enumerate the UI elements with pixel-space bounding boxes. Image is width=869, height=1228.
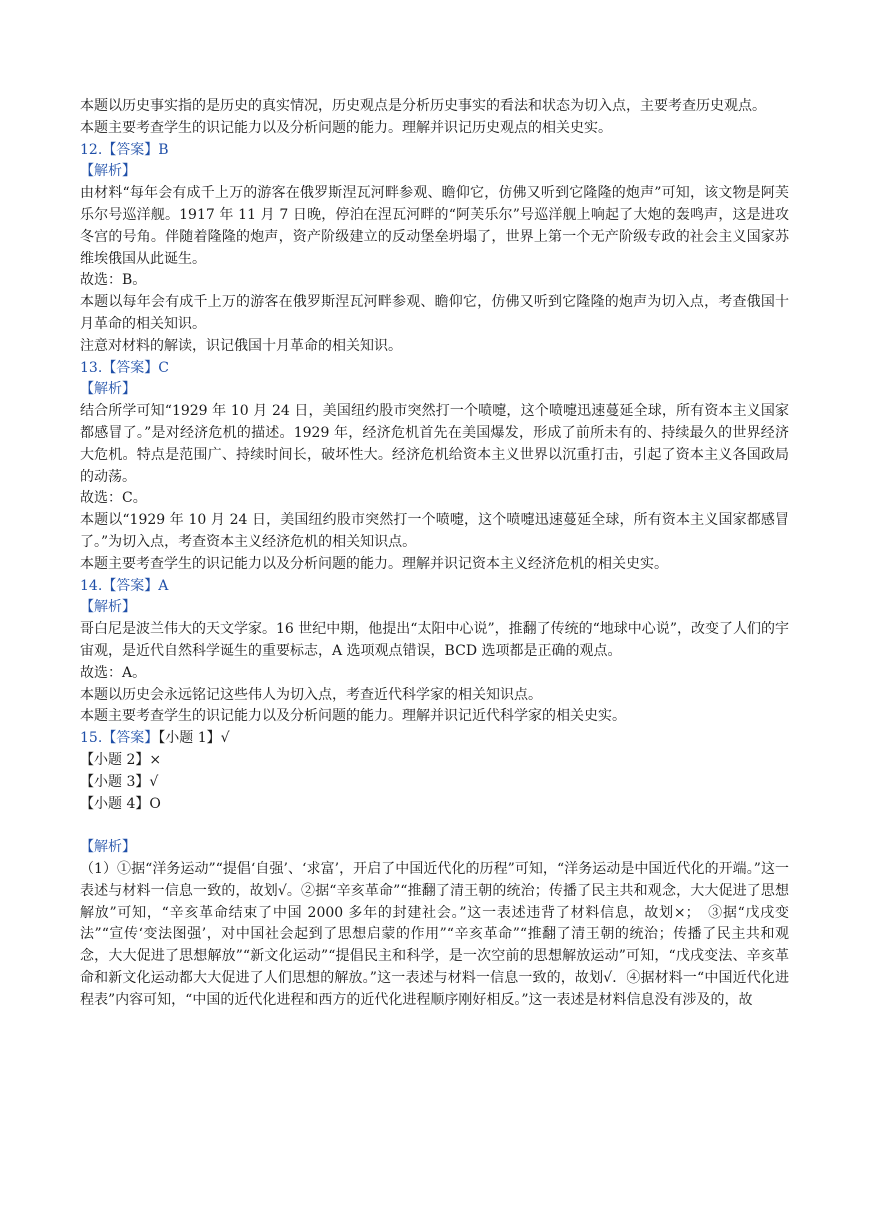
q14-note-2: 本题主要考查学生的识记能力以及分析问题的能力。理解并识记近代科学家的相关史实。 bbox=[80, 708, 626, 725]
q14-choice: 故选：A。 bbox=[80, 664, 147, 681]
q13-body: 结合所学可知“1929 年 10 月 24 日，美国纽约股市突然打一个喷嚏，这个喷嚏迅速蔓延全球，所有资本主义国家都感冒了。”是对经济危机的描述。1929 年，经济危机首先在美国爆发，形成了前所未有的、持续最久的世界经济大危机。特点是范围广、持续时间长，破坏性大。经济危机给资本主义世界以沉重打击，引起了资本主义各国政局的动荡。 bbox=[80, 403, 789, 485]
q12-answer: 12.【答案】B bbox=[80, 141, 169, 158]
q13-answer: 13.【答案】C bbox=[80, 359, 169, 376]
q15-sub-2: 【小题 2】× bbox=[80, 751, 162, 768]
q15-body: （1）①据“洋务运动”“提倡‘自强’、‘求富’，开启了中国近代化的历程”可知，“洋务运动是中国近代化的开端。”这一表述与材料一信息一致的，故划√。②据“辛亥革命”“推翻了清王朝的统治；传播了民主共和观念，大大促进了思想解放”可知，“辛亥革命结束了中国 2000 多年的封建社会。”这一表述违背了材料信息，故划×； ③据“戊戌变法”“宣传‘变法图强’，对中国社会起到了思想启蒙的作用”“辛亥革命”“推翻了清王朝的统治；传播了民主共和观念，大大促进了思想解放”“新文化运动”“提倡民主和科学，是一次空前的思想解放运动”可知，“戊戌变法、辛亥革命和新文化运动都大大促进了人们思想的解放。”这一表述与材料一信息一致的，故划√．④据材料一“中国近代化进程表”内容可知，“中国的近代化进程和西方的近代化进程顺序刚好相反。”这一表述是材料信息没有涉及的，故 bbox=[80, 861, 789, 1008]
q15-sub-4: 【小题 4】O bbox=[80, 795, 161, 812]
q12-body: 由材料“每年会有成千上万的游客在俄罗斯涅瓦河畔参观、瞻仰它，仿佛又听到它隆隆的炮声”可知，该文物是阿芙乐尔号巡洋舰。1917 年 11 月 7 日晚，停泊在涅瓦河畔的“阿芙乐尔”号巡洋舰上响起了大炮的轰鸣声，这是进攻冬宫的号角。伴随着隆隆的炮声，资产阶级建立的反动堡垒坍塌了，世界上第一个无产阶级专政的社会主义国家苏维埃俄国从此诞生。 bbox=[80, 185, 789, 267]
q14-analysis-label: 【解析】 bbox=[80, 599, 136, 616]
q12-choice: 故选：B。 bbox=[80, 272, 147, 289]
q15-analysis-label: 【解析】 bbox=[80, 839, 136, 856]
q13-choice: 故选：C。 bbox=[80, 490, 147, 507]
q11-note-2: 本题主要考查学生的识记能力以及分析问题的能力。理解并识记历史观点的相关史实。 bbox=[80, 119, 612, 136]
q13-note-1: 本题以“1929 年 10 月 24 日，美国纽约股市突然打一个喷嚏，这个喷嚏迅速蔓延全球，所有资本主义国家都感冒了。”为切入点，考查资本主义经济危机的相关知识点。 bbox=[80, 512, 789, 550]
q11-note-1: 本题以历史事实指的是历史的真实情况，历史观点是分析历史事实的看法和状态为切入点，主要考查历史观点。 bbox=[80, 98, 766, 114]
q14-note-1: 本题以历史会永远铭记这些伟人为切入点，考查近代科学家的相关知识点。 bbox=[80, 686, 542, 703]
q12-note-1: 本题以每年会有成千上万的游客在俄罗斯涅瓦河畔参观、瞻仰它，仿佛又听到它隆隆的炮声为切入点，考查俄国十月革命的相关知识。 bbox=[80, 294, 789, 332]
q15-answer-line bbox=[80, 728, 789, 750]
spacer bbox=[80, 815, 789, 837]
q14-body: 哥白尼是波兰伟大的天文学家。16 世纪中期，他提出“太阳中心说”，推翻了传统的“地球中心说”，改变了人们的宇宙观，是近代自然科学诞生的重要标志，A 选项观点错误，BCD 选项都是正确的观点。 bbox=[80, 621, 789, 659]
q13-analysis-label: 【解析】 bbox=[80, 381, 136, 398]
q12-analysis-label: 【解析】 bbox=[80, 163, 136, 180]
q14-answer: 14.【答案】A bbox=[80, 577, 169, 594]
q15-sub-3: 【小题 3】√ bbox=[80, 773, 159, 790]
q15-sub-1: 【小题 1】√ bbox=[158, 730, 230, 747]
q12-note-2: 注意对材料的解读，识记俄国十月革命的相关知识。 bbox=[80, 337, 402, 354]
q13-note-2: 本题主要考查学生的识记能力以及分析问题的能力。理解并识记资本主义经济危机的相关史实。 bbox=[80, 555, 668, 572]
q15-answer: 15.【答案】 bbox=[80, 730, 159, 747]
